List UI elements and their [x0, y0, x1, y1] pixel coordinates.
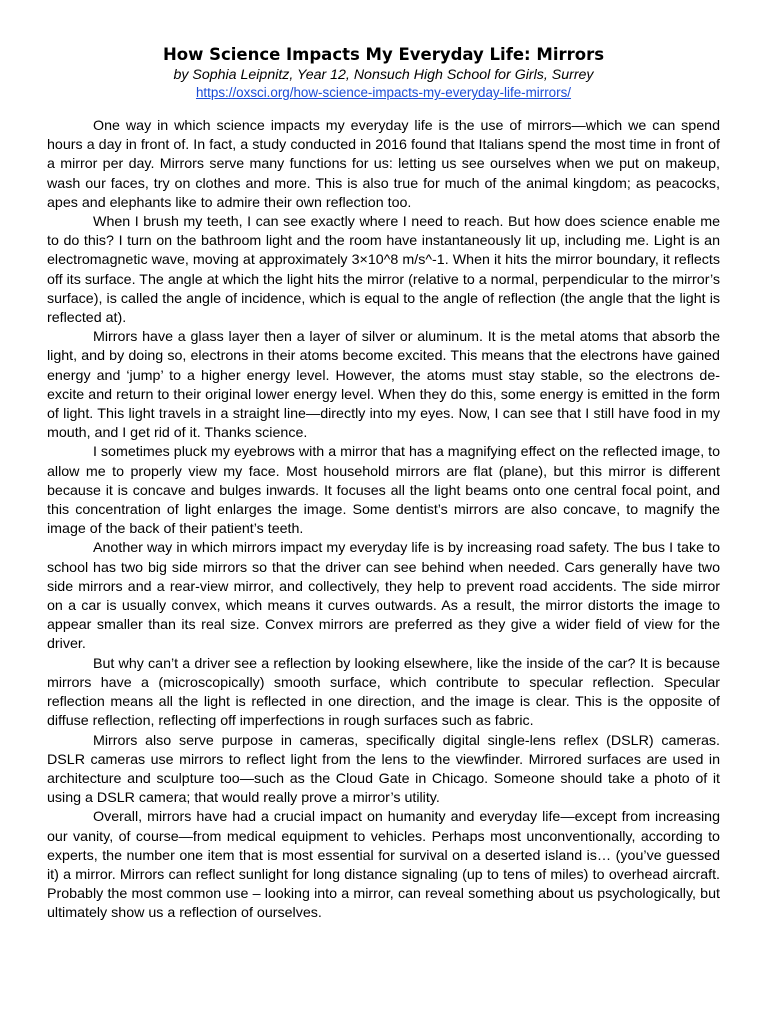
paragraph: Mirrors also serve purpose in cameras, specifically digital single-lens reflex (DSLR) cameras. DSLR cameras use mirrors to reflect light from the lens to the viewfinder. Mirrored surfaces are used in architecture and sculpture too—such as the Cloud Gate in Chicago. Someone should take a photo of it using a DSLR camera; that would really prove a mirror’s utility. [47, 732, 720, 807]
author-byline: by Sophia Leipnitz, Year 12, Nonsuch High School for Girls, Surrey [173, 67, 594, 83]
paragraph: Mirrors have a glass layer then a layer of silver or aluminum. It is the metal atoms that absorb the light, and by doing so, electrons in their atoms become excited. This means that the electrons have gained energy and ‘jump’ to a higher energy level. However, the atoms must stay stable, so the electrons de-excite and return to their original lower energy level. When they do this, some energy is emitted in the form of light. This light travels in a straight line—directly into my eyes. Now, I can see that I still have food in my mouth, and I get rid of it. Thanks science. [47, 329, 720, 442]
paragraph: I sometimes pluck my eyebrows with a mirror that has a magnifying effect on the reflected image, to allow me to properly view my face. Most household mirrors are flat (plane), but this mirror is different because it is concave and bulges inwards. It focuses all the light beams onto one central focal point, and this concentration of light enlarges the image. Some dentist’s mirrors are also concave, to magnify the image of the back of their patient’s teeth. [47, 444, 721, 538]
document-page [47, 44, 720, 924]
paragraph: One way in which science impacts my everyday life is the use of mirrors—which we can spend hours a day in front of. In fact, a study conducted in 2016 found that Italians spend the most time in front of a mirror per day. Mirrors serve many functions for us: letting us see ourselves when we put on makeup, wash our faces, try on clothes and more. This is also true for much of the animal kingdom; as peacocks, apes and elephants like to admire their own reflection too. [47, 118, 720, 211]
paragraph: When I brush my teeth, I can see exactly where I need to reach. But how does science enable me to do this? I turn on the bathroom light and the room have instantaneously lit up, including me. Light is an electromagnetic wave, moving at approximately 3×10^8 m/s^-1. When it hits the mirror boundary, it reflects off its surface. The angle at which the light hits the mirror (relative to a normal, perpendicular to the mirror’s surface), is called the angle of incidence, which is equal to the angle of reflection (the angle that the light is reflected at). [47, 214, 720, 327]
document-title: How Science Impacts My Everyday Life: Mirrors [162, 45, 605, 64]
paragraph: Another way in which mirrors impact my everyday life is by increasing road safety. The bus I take to school has two big side mirrors so that the driver can see behind when needed. Cars generally have two side mirrors and a rear-view mirror, and collectively, they help to prevent road accidents. The side mirror on a car is usually convex, which means it curves outwards. As a result, the mirror distorts the image to appear smaller than its real size. Convex mirrors are preferred as they give a wider field of view for the driver. [47, 540, 720, 653]
source-link[interactable]: https://oxsci.org/how-science-impacts-my-everyday-life-mirrors/ [195, 85, 572, 100]
article-body [47, 117, 720, 924]
paragraph: But why can’t a driver see a reflection by looking elsewhere, like the inside of the car? It is because mirrors have a (microscopically) smooth surface, which contribute to specular reflection. Specular reflection means all the light is reflected in one direction, and the image is clear. This is the opposite of diffuse reflection, reflecting off imperfections in rough surfaces such as fabric. [47, 655, 720, 730]
paragraph: Overall, mirrors have had a crucial impact on humanity and everyday life—except from increasing our vanity, of course—from medical equipment to vehicles. Perhaps most unconventionally, according to experts, the number one item that is most essential for survival on a deserted island is… (you’ve guessed it) a mirror. Mirrors can reflect sunlight for long distance signaling (up to tens of miles) to overhead aircraft. Probably the most common use – looking into a mirror, can reveal something about us psychologically, but ultimately show us a reflection of ourselves. [47, 809, 720, 922]
